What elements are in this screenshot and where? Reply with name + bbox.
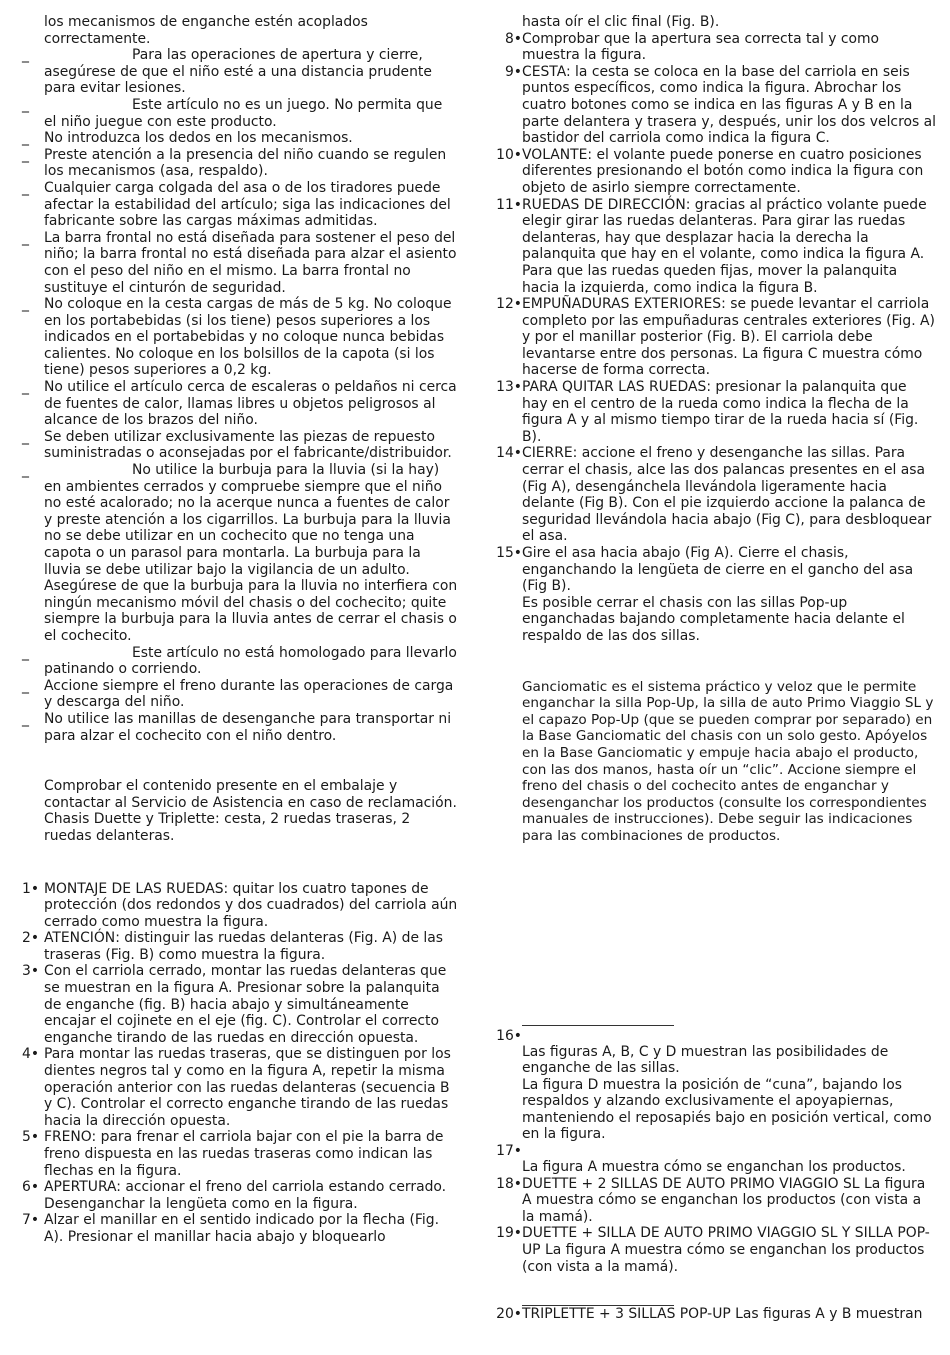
warning-item: _ Se deben utilizar exclusivamente las piezas de repuesto suministradas o aconsejadas por el fabricante/distribuidor. <box>22 428 452 462</box>
step-item: 4• Para montar las ruedas traseras, que se distinguen por los dientes negros tal y como en la figura A, repetir la misma operación anterior con las ruedas delanteras (secuencia B y C). Controlar el correcto enganche tirando de las ruedas hacia la dirección opuesta. <box>22 1046 451 1129</box>
warning-item: _ Accione siempre el freno durante las operaciones de carga y descarga del niño. <box>22 677 454 711</box>
warning-item: _ No utilice el artículo cerca de escaleras o peldaños ni cerca de fuentes de calor, llamas libres u objetos peligrosos al alcance de los brazos del niño. <box>22 379 457 429</box>
warning-item: _ No introduzca los dedos en los mecanismos. <box>22 130 353 147</box>
warning-item: _ No utilice la burbuja para la lluvia (si la hay) en ambientes cerrados y compruebe siempre que el niño no esté acalorado; no la acerque nunca a fuentes de calor y preste atención a los cigarrillos. La burbuja para la lluvia no se debe utilizar en un cochecito que no tenga una capota o un parasol para montarla. La burbuja para la lluvia se debe utilizar bajo la vigilancia de un adulto. Asegúrese de que la burbuja para la lluvia no interfiera con ningún mecanismo móvil del chasis o del cochecito; quite siempre la burbuja para la lluvia antes de cerrar el chasis o el cochecito. <box>22 462 458 644</box>
continued-text: los mecanismos de enganche estén acoplados correctamente. <box>44 14 368 47</box>
assembly-steps <box>22 881 458 1246</box>
step-item: 19• DUETTE + SILLA DE AUTO PRIMO VIAGGIO SL Y SILLA POP-UP La figura A muestra cómo se enganchan los productos (con vista a la mamá). <box>496 1225 930 1275</box>
step-item: 3• Con el carriola cerrado, montar las ruedas delanteras que se muestran en la figura A. Presionar sobre la palanquita de enganche (fig. B) hacia abajo y simultáneamente encajar el cojinete en el eje (fig. C). Controlar el correcto enganche tirando de las ruedas en dirección opuesta. <box>22 963 447 1046</box>
contents-paragraph: Chasis Duette y Triplette: cesta, 2 ruedas traseras, 2 ruedas delanteras. <box>44 811 411 844</box>
warning-item: _ Para las operaciones de apertura y cierre, asegúrese de que el niño esté a una distancia prudente para evitar lesiones. <box>22 47 432 97</box>
warning-item: _ Este artículo no está homologado para llevarlo patinando o corriendo. <box>22 644 457 678</box>
left-column <box>22 14 458 1246</box>
step-item: 13• PARA QUITAR LAS RUEDAS: presionar la palanquita que hay en el centro de la rueda como indica la flecha de la figura A y al mismo tiempo tirar de la rueda hacia sí (Fig. B). <box>496 379 919 445</box>
warning-item: _ La barra frontal no está diseñada para sostener el peso del niño; la barra frontal no está diseñada para alzar el asiento con el peso del niño en el mismo. La barra frontal no sustituye el cinturón de seguridad. <box>22 229 457 296</box>
warning-item: _ No coloque en la cesta cargas de más de 5 kg. No coloque en los portabebidas (si los tiene) pesos superiores a los indicados en el portabebidas y no coloque nunca bebidas calientes. No coloque en los bolsillos de la capota (si los tiene) pesos superiores a 0,2 kg. <box>22 296 452 379</box>
warning-item: _ Este artículo no es un juego. No permita que el niño juegue con este producto. <box>22 96 443 130</box>
step-item: 5• FRENO: para frenar el carriola bajar con el pie la barra de freno dispuesta en las ruedas traseras como indican las flechas en la figura. <box>22 1129 444 1179</box>
step-item: 12• EMPUÑADURAS EXTERIORES: se puede levantar el carriola completo por las empuñaduras centrales exteriores (Fig. A) y por el manillar posterior (Fig. B). El carriola debe levantarse entre dos personas. La figura C muestra cómo hacerse de forma correcta. <box>496 296 935 379</box>
step-item: 11• RUEDAS DE DIRECCIÓN: gracias al práctico volante puede elegir girar las ruedas delanteras. Para girar las ruedas delanteras, hay que desplazar hacia la derecha la palanquita que hay en el volante, como indica la figura A. Para que las ruedas queden fijas, mover la palanquita hacia la izquierda, como indica la figura B. <box>496 196 927 296</box>
step-item: 10• VOLANTE: el volante puede ponerse en cuatro posiciones diferentes presionando el botón como indica la figura con objeto de asirlo siempre correctamente. <box>496 146 924 196</box>
step-item: 9• CESTA: la cesta se coloca en la base del carriola en seis puntos específicos, como indica la figura. Abrochar los cuatro botones como se indica en las figuras A y B en la parte delantera y trasera y, después, unir los dos velcros al bastidor del carriola como indica la figura C. <box>504 63 936 147</box>
safety-warnings-list <box>22 47 458 744</box>
continued-text: hasta oír el clic final (Fig. B). <box>522 14 720 30</box>
step-item: 20• TRIPLETTE + 3 SILLAS POP-UP Las figuras A y B muestran <box>496 1306 923 1323</box>
contents-paragraph: Comprobar el contenido presente en el embalaje y contactar al Servicio de Asistencia en caso de reclamación. <box>44 778 457 811</box>
step-item: 17• La figura A muestra cómo se enganchan los productos. <box>496 1143 906 1176</box>
step-item: 16• Las figuras A, B, C y D muestran las posibilidades de enganche de las sillas. La figura D muestra la posición de “cuna”, bajando los respaldos y alzando exclusivamente el apoyapiernas, manteniendo el reposapiés bajo en posición vertical, como en la figura. <box>496 1027 932 1143</box>
package-contents <box>22 778 458 844</box>
step-item: 6• APERTURA: accionar el freno del carriola estando cerrado. Desenganchar la lengüeta como en la figura. <box>22 1179 447 1212</box>
assembly-steps-continued <box>496 31 936 645</box>
step-item: 2• ATENCIÓN: distinguir las ruedas delanteras (Fig. A) de las traseras (Fig. B) como muestra la figura. <box>22 930 444 963</box>
step-item: 15• Gire el asa hacia abajo (Fig A). Cierre el chasis, enganchando la lengüeta de cierre en el gancho del asa (Fig B). Es posible cerrar el chasis con las sillas Pop-up enganchadas bajando completamente hacia delante el respaldo de las dos sillas. <box>496 545 936 645</box>
ganciomatic-paragraph: Ganciomatic es el sistema práctico y veloz que le permite enganchar la silla Pop-Up, la silla de auto Primo Viaggio SL y el capazo Pop-Up (que se pueden comprar por separado) en la Base Ganciomatic del chasis con un solo gesto. Apóyelos en la Base Ganciomatic y empuje hacia abajo el producto, con las dos manos, hasta oír un “clic”. Accione siempre el freno del chasis o del cochecito antes de enganchar y desenganchar los productos (consulte los correspondientes manuales de instrucciones). Debe seguir las indicaciones para las combinaciones de productos. <box>522 678 934 844</box>
right-column <box>496 14 936 1323</box>
section-divider <box>522 1025 674 1026</box>
warning-item: _ No utilice las manillas de desenganche para transportar ni para alzar el cochecito con el niño dentro. <box>22 710 452 744</box>
step-item: 18• DUETTE + 2 SILLAS DE AUTO PRIMO VIAGGIO SL La figura A muestra cómo se enganchan los productos (con vista a la mamá). <box>496 1175 926 1225</box>
step-item: 14• CIERRE: accione el freno y desenganche las sillas. Para cerrar el chasis, alce las dos palancas presentes en el asa (Fig A), desengánchela llevándola ligeramente hacia delante (Fig B). Con el pie izquierdo accione la palanca de seguridad llevándola hacia abajo (Fig C), para desbloquear el asa. <box>496 445 932 545</box>
step-item: 1• MONTAJE DE LAS RUEDAS: quitar los cuatro tapones de protección (dos redondos y dos cuadrados) del carriola aún cerrado como muestra la figura. <box>22 880 458 930</box>
warning-item: _ Preste atención a la presencia del niño cuando se regulen los mecanismos (asa, respaldo). <box>22 146 447 180</box>
step-item: 7• Alzar el manillar en el sentido indicado por la flecha (Fig. A). Presionar el manillar hacia abajo y bloquearlo <box>22 1212 439 1245</box>
step-note: Es posible cerrar el chasis con las sillas Pop-up enganchadas bajando completamente hacia delante el respaldo de las dos sillas. <box>522 594 905 644</box>
step-item: 8• Comprobar que la apertura sea correcta tal y como muestra la figura. <box>504 30 880 64</box>
warning-item: _ Cualquier carga colgada del asa o de los tiradores puede afectar la estabilidad del artículo; siga las indicaciones del fabricante sobre las cargas máximas admitidas. <box>22 179 451 230</box>
